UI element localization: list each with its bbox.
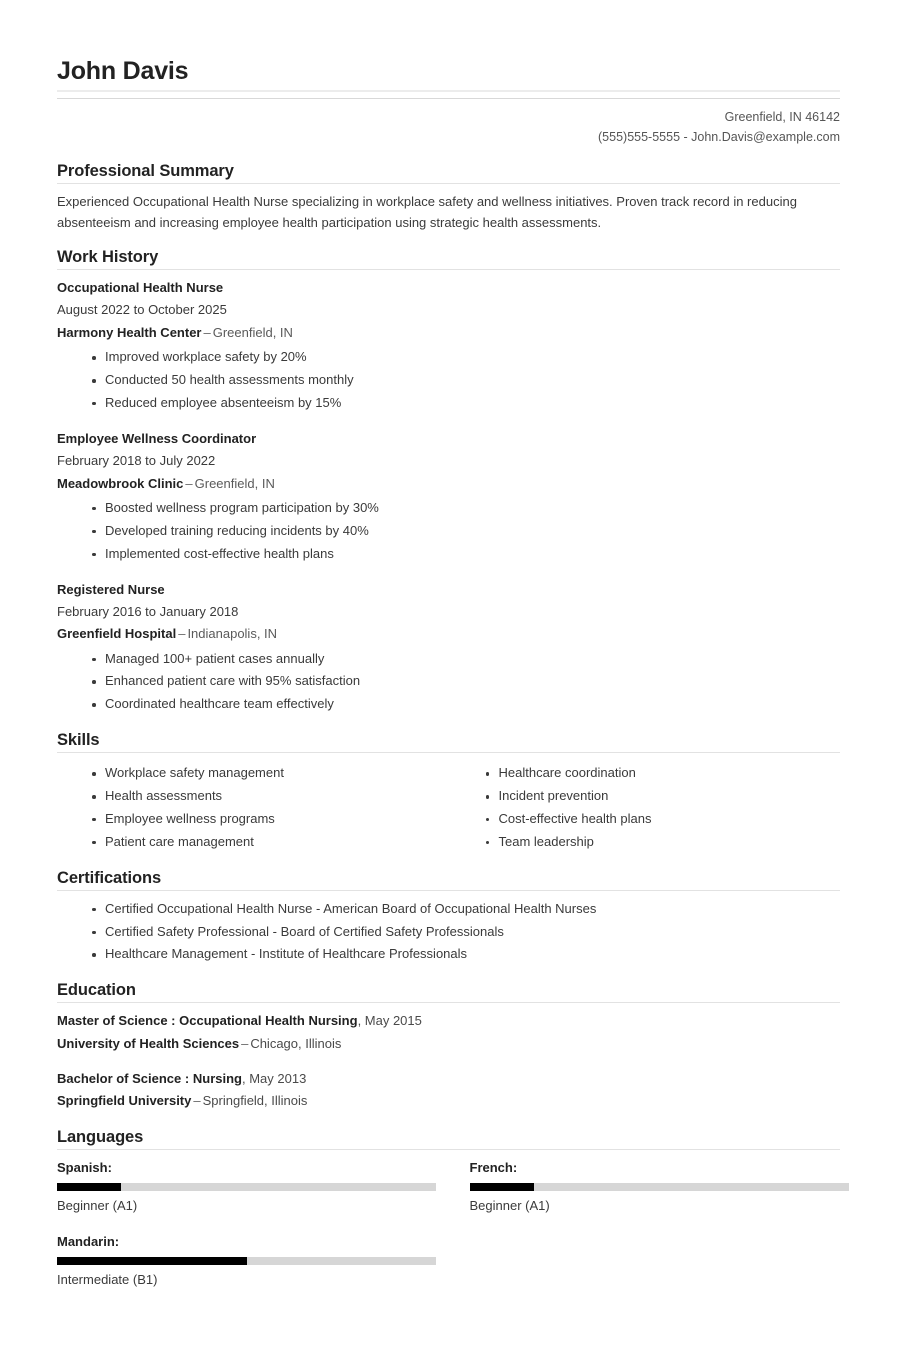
contact-block — [57, 107, 840, 148]
education-school: University of Health Sciences — [57, 1035, 240, 1051]
language-proficiency-fill — [57, 1183, 121, 1191]
job-title: Registered Nurse — [57, 581, 165, 597]
section-heading-skills: Skills — [57, 731, 100, 750]
job-bullet-list — [57, 346, 840, 415]
language-name — [57, 1157, 449, 1179]
summary-text: Experienced Occupational Health Nurse specializing in workplace safety and wellness initiatives. Proven track record in reducing absenteeism and increasing employee health participation using strategic health assessments. — [57, 194, 797, 231]
section-heading-education: Education — [57, 981, 136, 1000]
section-heading-work-history: Work History — [57, 248, 159, 267]
section-education — [57, 981, 840, 1112]
language-level: Beginner (A1) — [57, 1197, 138, 1213]
certifications-list — [57, 898, 840, 967]
language-proficiency-bar — [470, 1183, 849, 1191]
section-divider — [57, 752, 840, 753]
header-name-block — [57, 58, 840, 99]
job-location: Indianapolis, IN — [187, 626, 278, 642]
education-school: Springfield University — [57, 1093, 192, 1109]
skills-list-left — [57, 762, 449, 854]
list-item: Enhanced patient care with 95% satisfaction — [57, 670, 840, 693]
job-title: Employee Wellness Coordinator — [57, 430, 257, 446]
job-dates: February 2018 to July 2022 — [57, 453, 216, 469]
dash-separator: – — [241, 1035, 249, 1051]
education-degree-line — [57, 1068, 840, 1091]
list-item: Coordinated healthcare team effectively — [57, 693, 840, 716]
section-professional-summary — [57, 162, 840, 233]
language-proficiency-fill — [470, 1183, 534, 1191]
language-proficiency-bar — [57, 1183, 436, 1191]
language-proficiency-bar — [57, 1257, 436, 1265]
job-title: Occupational Health Nurse — [57, 280, 224, 296]
languages-grid — [57, 1157, 840, 1305]
job-bullet-list — [57, 497, 840, 566]
list-item: Boosted wellness program participation by 30% — [57, 497, 840, 520]
language-proficiency-fill — [57, 1257, 247, 1265]
name-rule-wrapper — [57, 58, 840, 92]
list-item: Improved workplace safety by 20% — [57, 346, 840, 369]
education-degree: Bachelor of Science — [57, 1070, 182, 1086]
list-item: Healthcare coordination — [451, 762, 841, 785]
dash-separator: – — [178, 626, 186, 642]
education-degree-separator: : — [184, 1070, 190, 1086]
education-degree-line — [57, 1010, 840, 1033]
list-item: Patient care management — [57, 831, 449, 854]
education-degree-separator: : — [171, 1013, 176, 1029]
section-divider — [57, 1002, 840, 1003]
education-field: Nursing — [192, 1070, 242, 1086]
list-item: Conducted 50 health assessments monthly — [57, 369, 840, 392]
job-company: Meadowbrook Clinic — [57, 475, 184, 491]
dash-separator: – — [193, 1093, 201, 1109]
job-bullet-list — [57, 648, 840, 717]
education-school-line — [57, 1033, 840, 1056]
list-item: Workplace safety management — [57, 762, 449, 785]
list-item: Health assessments — [57, 785, 449, 808]
language-name — [57, 1231, 449, 1253]
work-entry — [57, 277, 840, 415]
section-work-history — [57, 248, 840, 716]
section-heading-summary: Professional Summary — [57, 162, 234, 180]
language-item-spanish — [57, 1157, 449, 1217]
language-label: French — [469, 1159, 513, 1175]
job-company: Harmony Health Center — [57, 324, 202, 340]
section-certifications — [57, 869, 840, 967]
list-item: Implemented cost-effective health plans — [57, 543, 840, 566]
list-item: Certified Occupational Health Nurse - American Board of Occupational Health Nurses — [57, 898, 840, 921]
language-level: Intermediate (B1) — [57, 1272, 158, 1288]
language-item-french — [449, 1157, 841, 1217]
language-colon: : — [107, 1159, 112, 1175]
language-label: Spanish — [57, 1159, 108, 1175]
job-dates: August 2022 to October 2025 — [57, 302, 227, 318]
education-location: Springfield, Illinois — [202, 1093, 308, 1109]
language-colon: : — [512, 1159, 518, 1175]
job-company-line — [57, 473, 840, 495]
section-skills — [57, 731, 840, 854]
job-location: Greenfield, IN — [194, 475, 275, 491]
job-dates: February 2016 to January 2018 — [57, 603, 239, 619]
section-divider — [57, 890, 840, 891]
work-entry — [57, 579, 840, 717]
language-level: Beginner (A1) — [469, 1197, 550, 1213]
skills-columns — [57, 760, 840, 854]
language-colon: : — [114, 1233, 120, 1249]
skills-column-right — [449, 760, 841, 854]
education-entry — [57, 1010, 840, 1055]
list-item: Developed training reducing incidents by 40% — [57, 520, 840, 543]
education-date: , May 2013 — [242, 1070, 307, 1086]
section-heading-certifications: Certifications — [57, 868, 162, 887]
list-item: Employee wellness programs — [57, 808, 449, 831]
language-name — [470, 1157, 841, 1179]
education-degree: Master of Science — [57, 1013, 168, 1029]
list-item: Managed 100+ patient cases annually — [57, 648, 840, 671]
section-divider — [57, 269, 840, 270]
list-item: Certified Safety Professional - Board of Certified Safety Professionals — [57, 921, 840, 944]
list-item: Reduced employee absenteeism by 15% — [57, 392, 840, 415]
section-divider — [57, 1149, 840, 1150]
job-company-line — [57, 623, 840, 645]
education-location: Chicago, Illinois — [250, 1035, 342, 1051]
skills-column-left — [57, 760, 449, 854]
job-company-line — [57, 322, 840, 344]
education-entry — [57, 1068, 840, 1113]
contact-phone-email: (555)555-5555 - John.Davis@example.com — [598, 129, 840, 144]
contact-address: Greenfield, IN 46142 — [724, 109, 840, 124]
list-item: Team leadership — [451, 831, 841, 854]
job-company: Greenfield Hospital — [57, 626, 177, 642]
language-item-mandarin — [57, 1231, 449, 1291]
language-label: Mandarin — [57, 1233, 115, 1249]
list-item: Healthcare Management - Institute of Healthcare Professionals — [57, 943, 840, 966]
education-school-line — [57, 1090, 840, 1113]
dash-separator: – — [203, 324, 211, 340]
section-divider — [57, 183, 840, 184]
education-date: , May 2015 — [357, 1013, 422, 1029]
skills-list-right — [451, 762, 841, 854]
section-languages — [57, 1128, 840, 1305]
list-item: Cost-effective health plans — [451, 808, 841, 831]
page-title: John Davis — [57, 57, 189, 85]
dash-separator: – — [185, 475, 193, 491]
work-entry — [57, 428, 840, 566]
job-location: Greenfield, IN — [212, 324, 293, 340]
section-heading-languages: Languages — [57, 1127, 144, 1146]
list-item: Incident prevention — [451, 785, 841, 808]
education-field: Occupational Health Nursing — [179, 1013, 358, 1029]
